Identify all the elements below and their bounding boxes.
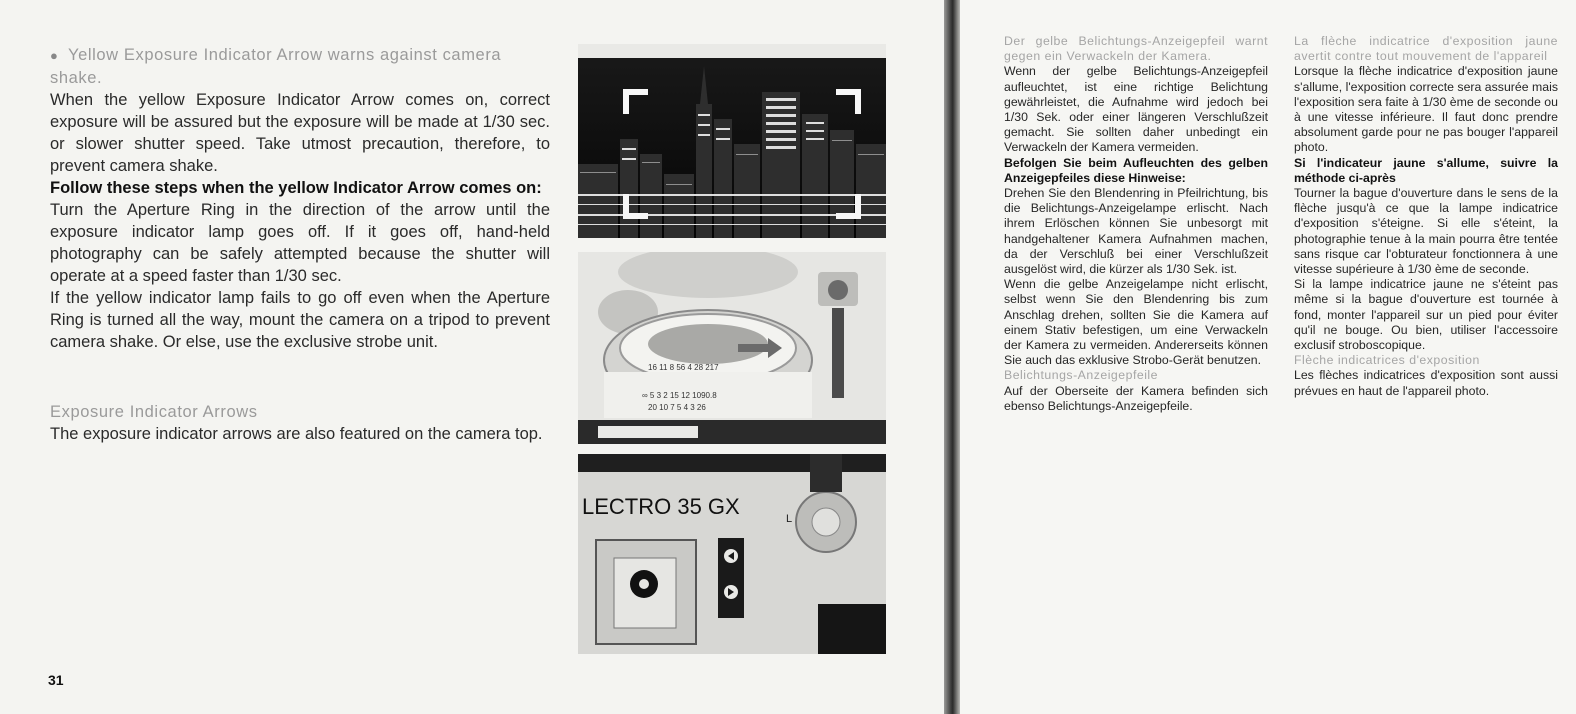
paragraph-1: When the yellow Exposure Indicator Arrow comes on, correct exposure will be assured but the exposure will be made at 1/30 sec. or slower shutter speed. Take utmost precaution, therefore, to prevent camera shake.	[50, 91, 550, 175]
exposure-arrows-subheading: Exposure Indicator Arrows	[50, 403, 258, 421]
steps-heading: Follow these steps when the yellow Indicator Arrow comes on:	[50, 179, 542, 197]
camera-model-label: LECTRO 35 GX	[582, 494, 740, 519]
german-paragraph-2: Drehen Sie den Blendenring in Pfeilrichtung, bis die Belichtungs-Anzeigelampe erlischt. Nach ihrem Erlöschen können Sie unbesorgt mit handgehaltener Kamera Aufnahmen machen, da der Verschluß bei einer Verschlußzeit ausgelöst wird, die kürzer als 1/30 Sek. ist.	[1004, 186, 1268, 277]
french-steps-heading: Si l'indicateur jaune s'allume, suivre la méthode ci-après	[1294, 155, 1558, 185]
switch-label: L	[786, 513, 793, 525]
german-subheading-2: Belichtungs-Anzeigepfeile	[1004, 368, 1159, 383]
german-steps-heading: Befolgen Sie beim Aufleuchten des gelben Anzeigepfeiles diese Hinweise:	[1004, 155, 1268, 185]
german-paragraph-1: Wenn der gelbe Belichtungs-Anzeigepfeil aufleuchtet, ist eine richtige Belichtung gewährleistet, die Aufnahme wird jedoch bei 1/30 Sek. oder einer längeren Verschlußzeit gemacht. Sie sollten daher unbedingt ein Verwackeln der Kamera vermeiden.	[1004, 64, 1268, 155]
french-paragraph-2: Tourner la bague d'ouverture dans le sens de la flèche jusqu'à ce que la lampe indicatrice d'exposition s'éteigne. Si elle s'éteint, la photographie tenue à la main pourra être tentée sans risque car l'obturateur fonctionnera à une vitesse supérieure à 1/30 ème de seconde.	[1294, 186, 1558, 277]
camera-top-photo	[578, 454, 886, 654]
french-paragraph-4: Les flèches indicatrices d'exposition sont aussi prévues en haut de l'appareil photo.	[1294, 368, 1558, 398]
lens-scale-mid: ∞ 5 3 2 15 12 1090.8	[642, 391, 717, 400]
paragraph-2: Turn the Aperture Ring in the direction of the arrow until the exposure indicator lamp goes off. If it goes off, hand-held photography can be safely attempted because the shutter will operate at a speed faster than 1/30 sec.	[50, 201, 550, 285]
german-paragraph-4: Auf der Oberseite der Kamera befinden sich ebenso Belichtungs-Anzeigepfeile.	[1004, 383, 1268, 413]
paragraph-3: If the yellow indicator lamp fails to go off even when the Aperture Ring is turned all the way, mount the camera on a tripod to prevent camera shake. Or else, use the exclusive strobe unit.	[50, 289, 550, 351]
lens-scale-top: 16 11 8 56 4 28 217	[648, 363, 719, 372]
french-subheading-2: Flèche indicatrices d'exposition	[1294, 353, 1480, 368]
paragraph-4: The exposure indicator arrows are also featured on the camera top.	[50, 425, 543, 443]
german-paragraph-3: Wenn die gelbe Anzeigelampe nicht erlischt, selbst wenn Sie den Blendenring bis zum Anschlag drehen, sollten Sie die Kamera auf einem Stativ befestigen, um eine Verwackeln der Kamera zu vermeiden. Andererseits können Sie auch das exklusive Strobo-Gerät benutzen.	[1004, 277, 1268, 368]
french-paragraph-3: Si la lampe indicatrice jaune ne s'éteint pas même si la bague d'ouverture est tournée à fond, monter l'appareil sur un pied pour éviter qu'il ne bouge. Ou bien, utiliser l'accessoire exclusif stroboscopique.	[1294, 277, 1558, 353]
german-subheading: Der gelbe Belichtungs-Anzeigepfeil warnt gegen ein Verwackeln der Kamera.	[1004, 34, 1268, 64]
city-skyline-photo	[578, 44, 886, 238]
book-gutter	[944, 0, 960, 714]
page-number: 31	[48, 672, 64, 688]
bullet-icon: ●	[50, 48, 59, 63]
french-text-column	[1294, 34, 1558, 399]
aperture-ring-photo	[578, 252, 886, 444]
french-paragraph-1: Lorsque la flèche indicatrice d'exposition jaune s'allume, l'exposition correcte sera assurée mais l'exposition sera faite à 1/30 ème de seconde ou à une vitesse inférieure. Il faut donc prendre absolument garde pour ne pas bouger l'appareil photo.	[1294, 64, 1558, 155]
german-text-column	[1004, 34, 1268, 414]
lens-scale-bottom: 20 10 7 5 4 3 26	[648, 403, 706, 412]
french-subheading: La flèche indicatrice d'exposition jaune avertit contre tout mouvement de l'appareil	[1294, 34, 1558, 64]
english-text-column	[50, 44, 550, 445]
warning-heading: ● Yellow Exposure Indicator Arrow warns against camera shake.	[50, 46, 502, 87]
